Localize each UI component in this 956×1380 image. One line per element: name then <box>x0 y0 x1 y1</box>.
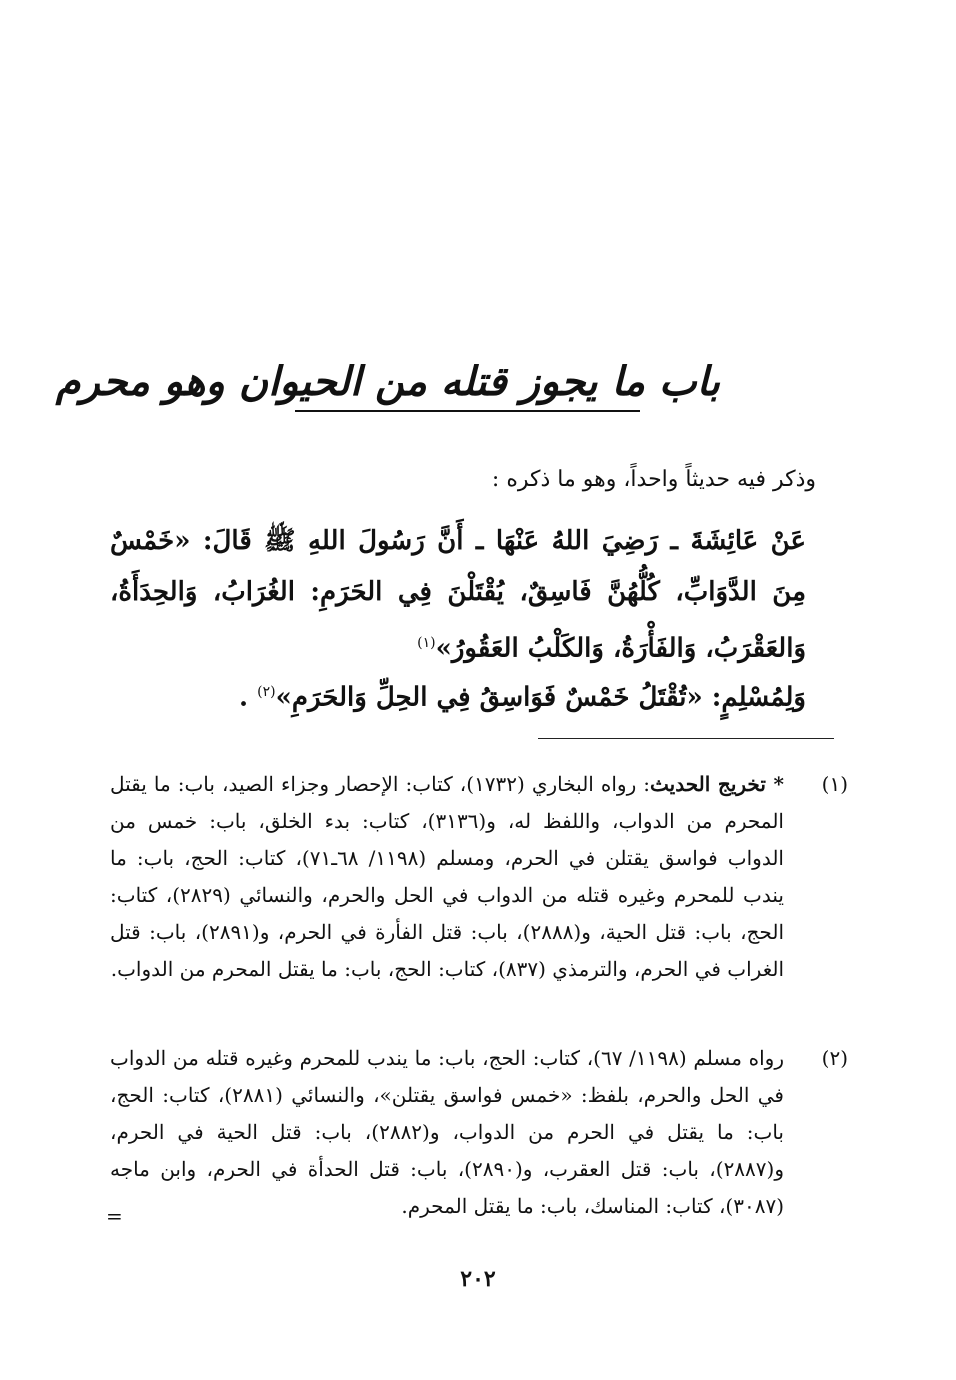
footnote-1 <box>110 766 848 988</box>
hadith-text <box>110 516 806 675</box>
muslim-end: . <box>239 682 258 713</box>
footnote-body <box>110 1040 784 1225</box>
footnote-number: (٢) <box>821 1046 848 1070</box>
continuation-mark: = <box>106 1204 123 1228</box>
hadith-body: عَنْ عَائِشَةَ ـ رَضِيَ اللهُ عَنْهَا ـ أَنَّ رَسُولَ اللهِ ﷺ قَالَ: «خَمْسٌ مِنَ الدَّوَابِّ، كُلُّهُنَّ فَاسِقٌ، يُقْتَلْنَ فِي الحَرَمِ: الغُرَابُ، وَالحِدَأَةُ، وَالعَقْرَبُ، وَالفَأْرَةُ، وَالكَلْبُ العَقُورُ» <box>110 526 806 664</box>
footnote-body <box>110 766 784 988</box>
footnote-lead: * تخريج الحديث <box>650 772 785 796</box>
footnote-separator <box>538 738 834 739</box>
footnote-2 <box>110 1040 848 1225</box>
muslim-narration <box>166 670 806 720</box>
page-number: ٢٠٢ <box>460 1266 496 1292</box>
footnote-text: : رواه البخاري (١٧٣٢)، كتاب: الإحصار وجزاء الصيد، باب: ما يقتل المحرم من الدواب، واللفظ له، و(٣١٣٦)، كتاب: بدء الخلق، باب: خمس من الدواب فواسق يقتلن في الحرم، ومسلم (١١٩٨/ ٦٨ـ٧١)، كتاب: الحج، باب: ما يندب للمحرم وغيره قتله من الدواب في الحل والحرم، والنسائي (٢٨٢٩)، كتاب: الحج، باب: قتل الحية، و(٢٨٨٨)، باب: قتل الفأرة في الحرم، و(٢٨٩١)، باب: قتل الغراب في الحرم، والترمذي (٨٣٧)، كتاب: الحج، باب: ما يقتل المحرم من الدواب. <box>110 772 784 981</box>
footnote-number: (١) <box>821 772 848 796</box>
intro-line: وذكر فيه حديثاً واحداً، وهو ما ذكره : <box>491 467 816 492</box>
muslim-body: وَلِمُسْلِمٍ: «تُقْتَلُ خَمْسٌ فَوَاسِقُ فِي الحِلِّ وَالحَرَمِ» <box>275 682 806 713</box>
footnote-ref-2[interactable]: (٢) <box>257 684 276 700</box>
footnote-text: رواه مسلم (١١٩٨/ ٦٧)، كتاب: الحج، باب: ما يندب للمحرم وغيره قتله من الدواب في الحل والحرم، بلفظ: «خمس فواسق يقتلن»، والنسائي (٢٨٨١)، كتاب: الحج، باب: ما يقتل في الحرم من الدواب، و(٢٨٨٢)، باب: قتل الحية في الحرم، و(٢٨٨٧)، باب: قتل العقرب، و(٢٨٩٠)، باب: قتل الحدأة في الحرم، وابن ماجه (٣٠٨٧)، كتاب: المناسك، باب: ما يقتل المحرم. <box>110 1046 785 1218</box>
title-underline <box>295 410 640 412</box>
footnote-ref-1[interactable]: (١) <box>417 635 436 651</box>
chapter-title: باب ما يجوز قتله من الحيوان وهو محرم <box>55 358 720 405</box>
